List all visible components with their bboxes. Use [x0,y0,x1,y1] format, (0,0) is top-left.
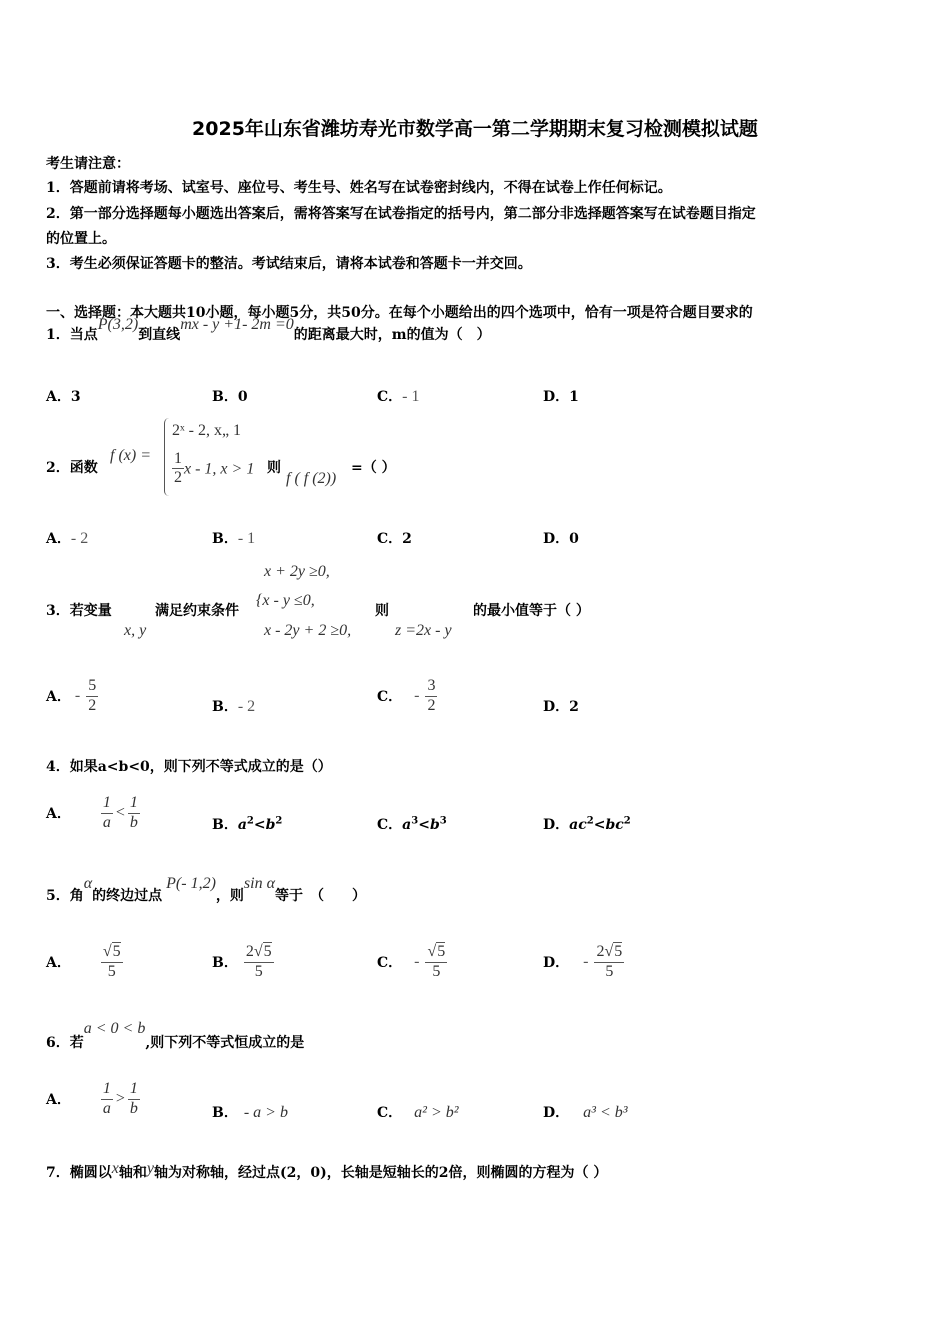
q6-option-b: B． - a > b [212,1104,288,1121]
page-title: 2025年山东省潍坊寿光市数学高一第二学期期末复习检测模拟试题 [192,118,758,140]
q3-then: 则 [375,603,389,619]
q6-option-a: A． $\frac{1}{a}$ > $\frac{1}{b}$ [46,1080,138,1117]
q3-text-end: 的最小值等于（ ） [473,603,590,619]
q2-option-b: B．- 1 [212,530,256,547]
q2-option-c: C．2 [377,531,412,547]
q4-option-b: B．$a^2<b^2$ [212,815,283,833]
q5-option-b: B． $\frac{2√5}{5}$ [212,943,272,980]
notice-item-1: 1．答题前请将考场、试室号、座位号、考生号、姓名写在试卷密封线内，不得在试卷上作任何标记。 [46,180,672,196]
q1-option-a: A．3 [46,389,81,405]
q1-point: P(3,2) [97,316,139,333]
q1-option-b: B．0 [212,389,248,405]
q3-constraint-3: x - 2y + 2 ≥0, [264,622,352,639]
q3-option-c: C． - $\frac{3}{2}$ [377,677,436,714]
question-6: 6．若a < 0 < b,则下列不等式恒成立的是 [46,1020,305,1051]
q6-option-c: C． a² > b² [377,1104,459,1121]
q2-option-d: D．0 [543,531,579,547]
notice-item-3: 3．考生必须保证答题卡的整洁。考试结束后，请将本试卷和答题卡一并交回。 [46,256,532,272]
notice-item-2: 2．第一部分选择题每小题选出答案后，需将答案写在试卷指定的括号内，第二部分非选择题答案写在试卷题目指定 [46,206,756,222]
q2-brace [164,418,169,496]
q1-text-3: 的距离最大时，m的值为（ ） [293,327,491,343]
q2-then: 则 [267,460,281,476]
q5-option-a: A． $\frac{√5}{5}$ [46,943,121,980]
q4-option-a: A． $\frac{1}{a}$ < $\frac{1}{b}$ [46,794,138,831]
q4-option-d: D．$ac^2<bc^2$ [543,815,631,833]
notice-item-2-cont: 的位置上。 [46,231,116,247]
q2-case-1: 2ˣ - 2, x„ 1 [172,422,242,439]
q1-number: 1． [46,327,70,343]
q1-option-d: D．1 [543,389,579,405]
q3-constraint-2: {x - y ≤0, [256,592,315,609]
q3-option-d: D．2 [543,699,579,715]
notice-heading: 考生请注意： [46,156,130,172]
q3-variables: x, y [124,622,147,639]
section-heading: 一、选择题：本大题共10小题，每小题5分，共50分。在每个小题给出的四个选项中，恰有一项是符合题目要求的 [46,305,753,321]
q2-text-end: =（ ） [351,460,396,476]
q2-composite: f ( f (2)) [286,470,337,487]
q1-text-1: 当点 [69,327,98,343]
question-4: 4．如果a<b<0，则下列不等式成立的是（） [46,759,332,775]
question-5: 5．角α的终边过点P(- 1,2)，则sin α等于 （ ） [46,875,366,904]
q6-option-d: D． a³ < b³ [543,1104,628,1121]
q3-option-b: B．- 2 [212,698,256,715]
q1-option-c: C．- 1 [377,388,420,405]
question-1 [46,316,491,344]
q3-constraint-1: x + 2y ≥0, [264,563,330,580]
q1-line-equation: mx - y +1- 2m =0 [180,316,294,333]
q3-objective: z =2x - y [395,622,452,639]
q3-number: 3．若变量 [46,603,112,619]
q3-option-a: A． - $\frac{5}{2}$ [46,677,97,714]
question-7: 7．椭圆以x轴和y轴为对称轴，经过点(2，0)，长轴是短轴长的2倍，则椭圆的方程为（ ） [46,1160,608,1181]
q2-function-name: f (x) = [110,447,151,464]
q2-case-2: $\frac{1}{2}$ x - 1, x > 1 [174,450,255,487]
q2-option-a: A．- 2 [46,530,89,547]
q4-option-c: C．$a^3<b^3$ [377,815,447,833]
q3-text-2: 满足约束条件 [155,603,239,619]
q5-option-d: D． - $\frac{2√5}{5}$ [543,943,623,980]
q1-text-2: 到直线 [138,327,181,343]
q5-option-c: C． - $\frac{√5}{5}$ [377,943,446,980]
q2-number: 2．函数 [46,460,98,476]
